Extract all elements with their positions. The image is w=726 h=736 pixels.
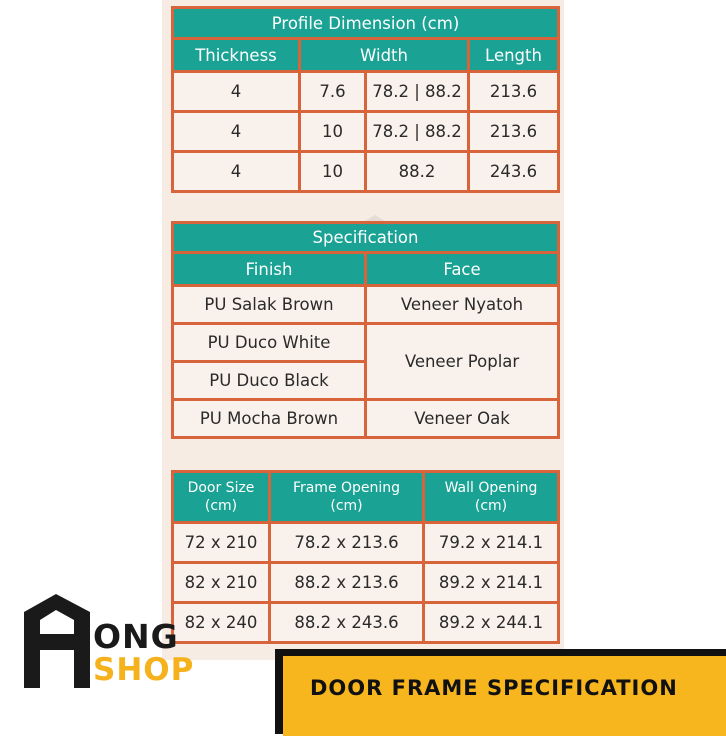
finish-cell: PU Duco Black <box>173 362 366 400</box>
header-frame-opening <box>270 472 424 523</box>
header-door-size-unit: (cm) <box>204 498 238 514</box>
table-row <box>173 72 559 112</box>
profile-dimension-title: Profile Dimension (cm) <box>173 8 559 39</box>
wall-opening-cell: 79.2 x 214.1 <box>424 523 559 563</box>
openings-table <box>171 470 560 644</box>
table-row <box>173 523 559 563</box>
header-width: Width <box>300 39 469 72</box>
width-cell: 78.2 | 88.2 <box>366 72 469 112</box>
specification-table <box>171 221 560 439</box>
table-row <box>173 400 559 438</box>
length-cell: 213.6 <box>469 112 559 152</box>
length-cell: 243.6 <box>469 152 559 192</box>
header-wall-opening-unit: (cm) <box>474 498 508 514</box>
finish-cell: PU Salak Brown <box>173 286 366 324</box>
brand-name-shop: SHOP <box>93 652 195 688</box>
header-thickness: Thickness <box>173 39 300 72</box>
table-row <box>173 563 559 603</box>
header-door-size <box>173 472 270 523</box>
frame-opening-cell: 88.2 x 213.6 <box>270 563 424 603</box>
finish-cell: PU Mocha Brown <box>173 400 366 438</box>
wall-opening-cell: 89.2 x 214.1 <box>424 563 559 603</box>
thickness-cell: 4 <box>173 112 300 152</box>
face-cell: Veneer Nyatoh <box>366 286 559 324</box>
width-cell: 10 <box>300 152 366 192</box>
thickness-cell: 4 <box>173 152 300 192</box>
header-door-size-label: Door Size <box>187 480 255 496</box>
header-frame-opening-unit: (cm) <box>330 498 363 514</box>
door-size-cell: 72 x 210 <box>173 523 270 563</box>
face-cell: Veneer Poplar <box>366 324 559 400</box>
finish-cell: PU Duco White <box>173 324 366 362</box>
table-row <box>173 112 559 152</box>
header-wall-opening-label: Wall Opening <box>444 480 538 496</box>
profile-dimension-table <box>171 6 560 193</box>
banner-title: DOOR FRAME SPECIFICATION <box>310 676 678 700</box>
width-cell: 78.2 | 88.2 <box>366 112 469 152</box>
specification-title: Specification <box>173 223 559 253</box>
width-cell: 10 <box>300 112 366 152</box>
frame-opening-cell: 88.2 x 243.6 <box>270 603 424 643</box>
header-length: Length <box>469 39 559 72</box>
wall-opening-cell: 89.2 x 244.1 <box>424 603 559 643</box>
header-frame-opening-label: Frame Opening <box>292 480 401 496</box>
frame-opening-cell: 78.2 x 213.6 <box>270 523 424 563</box>
table-row <box>173 603 559 643</box>
table-row <box>173 286 559 324</box>
brand-name-ong: ONG <box>93 617 179 656</box>
header-wall-opening <box>424 472 559 523</box>
width-cell: 7.6 <box>300 72 366 112</box>
header-finish: Finish <box>173 253 366 286</box>
door-size-cell: 82 x 210 <box>173 563 270 603</box>
face-cell: Veneer Oak <box>366 400 559 438</box>
width-cell: 88.2 <box>366 152 469 192</box>
length-cell: 213.6 <box>469 72 559 112</box>
table-row <box>173 152 559 192</box>
table-row <box>173 324 559 362</box>
door-size-cell: 82 x 240 <box>173 603 270 643</box>
thickness-cell: 4 <box>173 72 300 112</box>
header-face: Face <box>366 253 559 286</box>
